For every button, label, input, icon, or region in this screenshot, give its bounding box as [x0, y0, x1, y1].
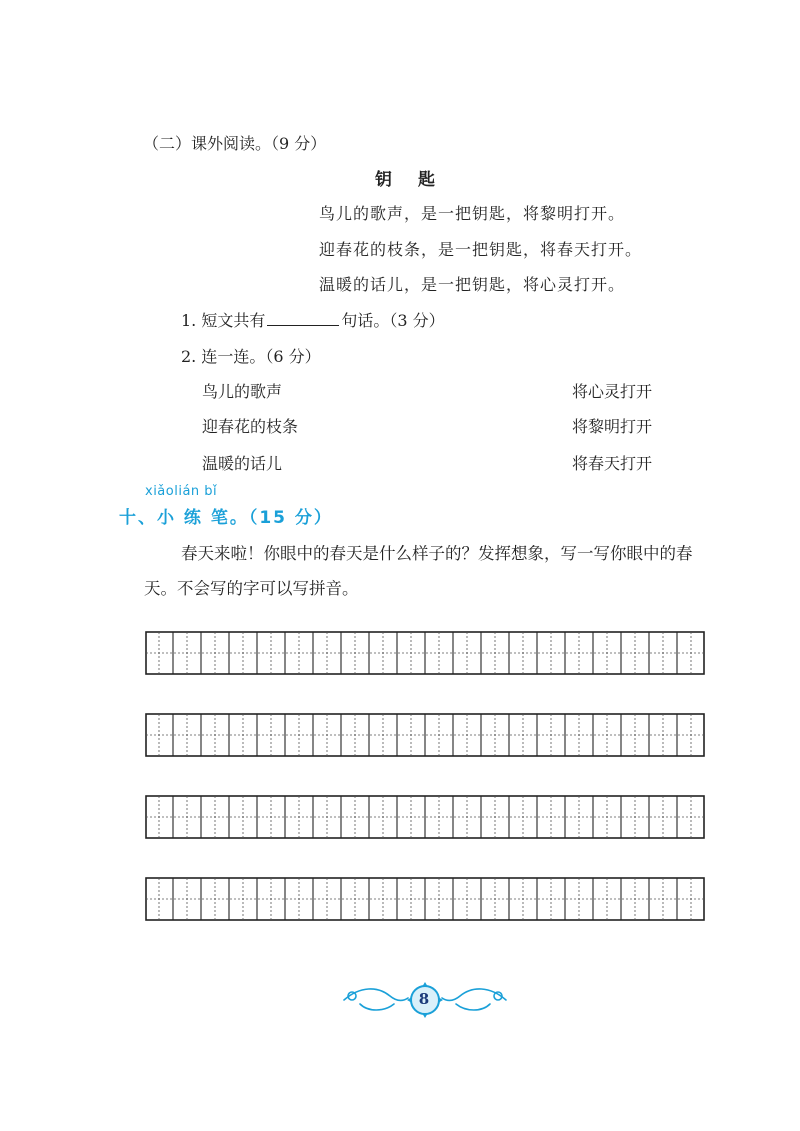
match-right-2[interactable]: 将黎明打开 — [572, 417, 653, 436]
poem-line-3: 温暖的话儿，是一把钥匙，将心灵打开。 — [319, 275, 626, 294]
writing-prompt-line-2: 天。不会写的字可以写拼音。 — [144, 579, 359, 598]
writing-grid-row-3[interactable] — [145, 795, 705, 839]
match-left-2[interactable]: 迎春花的枝条 — [202, 417, 299, 436]
writing-grid-row-1[interactable] — [145, 631, 705, 675]
question-1 — [181, 308, 445, 331]
page-number: 8 — [418, 990, 430, 1008]
match-left-3[interactable]: 温暖的话儿 — [202, 454, 283, 473]
poem-line-2: 迎春花的枝条，是一把钥匙，将春天打开。 — [319, 240, 643, 259]
writing-prompt-line-1: 春天来啦！你眼中的春天是什么样子的？发挥想象，写一写你眼中的春 — [181, 544, 693, 563]
section-title: （二）课外阅读。（9 分） — [143, 134, 327, 153]
match-left-1[interactable]: 鸟儿的歌声 — [202, 382, 283, 401]
heading-pinyin: xiǎolián bǐ — [145, 484, 218, 499]
match-right-3[interactable]: 将春天打开 — [572, 454, 653, 473]
question-1-prefix: 1. 短文共有 — [181, 311, 266, 330]
writing-heading: 十、小 练 笔。（15 分） — [119, 508, 333, 528]
poem-line-1: 鸟儿的歌声，是一把钥匙，将黎明打开。 — [319, 204, 626, 223]
answer-blank[interactable] — [267, 311, 339, 326]
match-right-1[interactable]: 将心灵打开 — [572, 382, 653, 401]
question-2: 2. 连一连。（6 分） — [181, 347, 321, 366]
writing-grid-row-2[interactable] — [145, 713, 705, 757]
question-1-suffix: 句话。（3 分） — [341, 311, 445, 330]
writing-grid-row-4[interactable] — [145, 877, 705, 921]
poem-title: 钥 匙 — [375, 170, 445, 190]
